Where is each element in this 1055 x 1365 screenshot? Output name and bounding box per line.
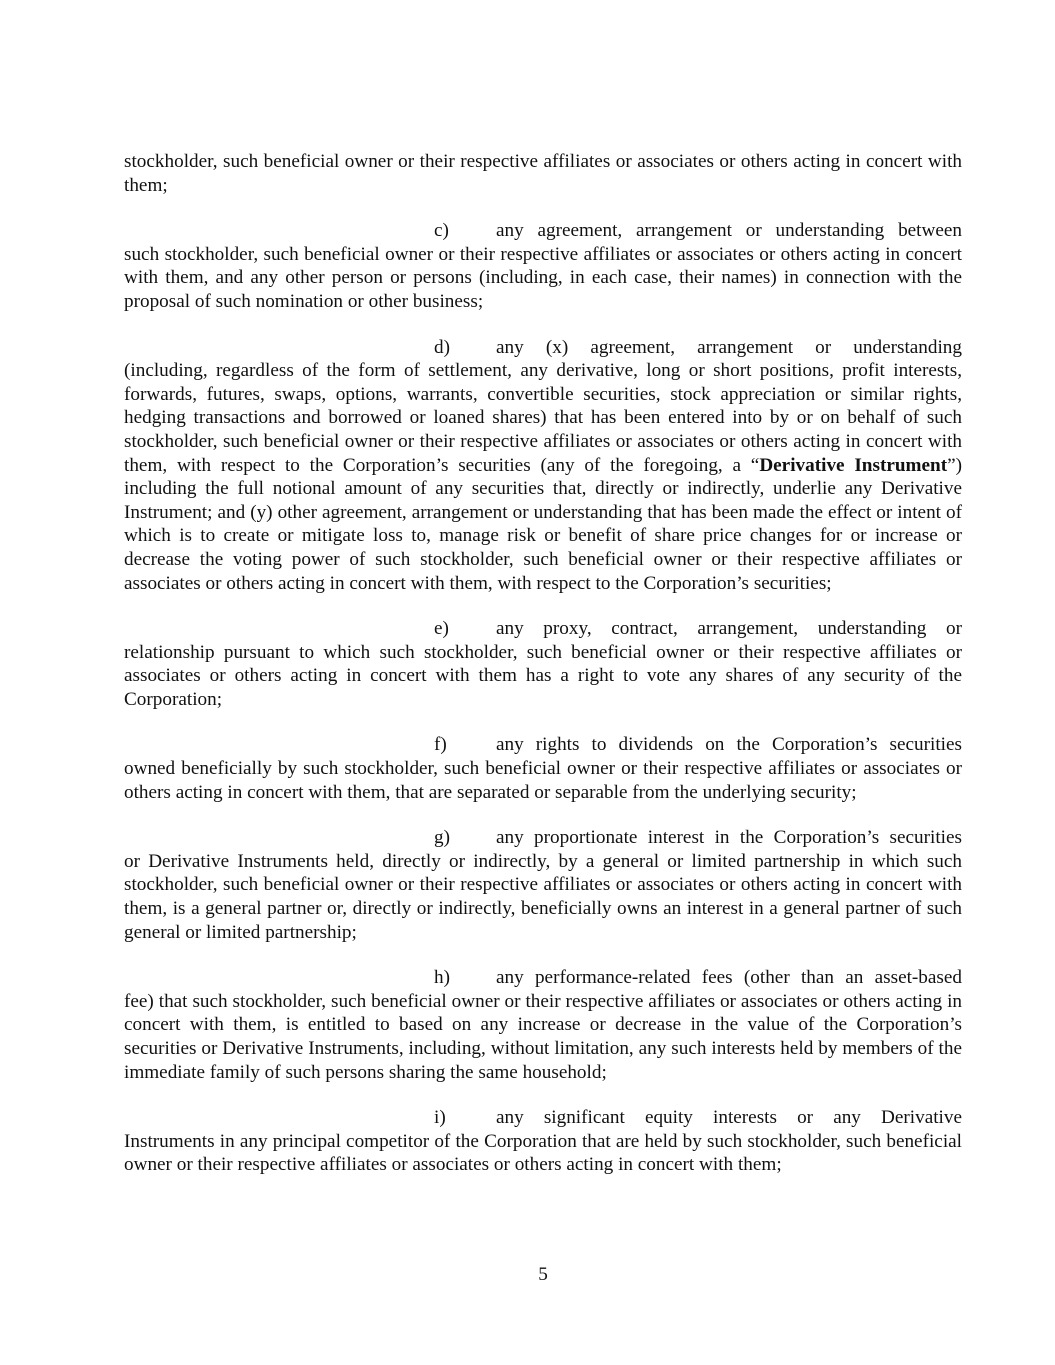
clause-f-marker: f) <box>434 734 447 756</box>
clause-i-marker: i) <box>434 1107 446 1129</box>
clause-g-lead: any proportionate interest in the Corporation’s securities <box>496 827 962 849</box>
clause-d-lead: any (x) agreement, arrangement or understanding <box>496 336 962 358</box>
page-number: 5 <box>538 1264 548 1285</box>
clause-d <box>124 336 962 596</box>
clause-e <box>124 617 962 711</box>
clause-e-lead: any proxy, contract, arrangement, understanding or <box>496 618 962 640</box>
clause-h <box>124 966 962 1084</box>
defined-term-derivative-instrument: Derivative Instrument <box>759 454 948 476</box>
clause-h-text: fee) that such stockholder, such beneficial owner or their respective affiliates or associates or others acting in concert with them, is entitled to based on any increase or decrease in the value of the Corporation’s securities or Derivative Instruments, including, without limitation, any such interests held by members of the immediate family of such persons sharing the same household; <box>124 990 962 1083</box>
clause-g-first-line <box>124 826 962 850</box>
clause-d-text-part2: ”) including the full notional amount of any securities that, directly or indirectly, underlie any Derivative Instrument; and (y) other agreement, arrangement or understanding that has been made the effect or intent of which is to create or mitigate loss to, manage risk or benefit of share price changes for or increase or decrease the voting power of such stockholder, such beneficial owner or their respective affiliates or associates or others acting in concert with them, with respect to the Corporation’s securities; <box>124 454 962 594</box>
clause-g-marker: g) <box>434 827 450 849</box>
clause-i-first-line <box>124 1106 962 1130</box>
clause-c-first-line <box>124 219 962 243</box>
clause-f <box>124 733 962 804</box>
clause-i-lead: any significant equity interests or any Derivative <box>496 1107 962 1129</box>
clause-c-text: such stockholder, such beneficial owner or their respective affiliates or associates or others acting in concert with them, and any other person or persons (including, in each case, their names) in connection with the proposal of such nomination or other business; <box>124 243 962 312</box>
clause-d-text-part1: (including, regardless of the form of settlement, any derivative, long or short positions, profit interests, forwards, futures, swaps, options, warrants, convertible securities, stock appreciation or similar rights, hedging transactions and borrowed or loaned shares) that has been entered into by or on behalf of such stockholder, such beneficial owner or their respective affiliates or associates or others acting in concert with them, with respect to the Corporation’s securities (any of the foregoing, a “ <box>124 360 962 476</box>
clause-i-text: Instruments in any principal competitor of the Corporation that are held by such stockholder, such beneficial owner or their respective affiliates or associates or others acting in concert with them; <box>124 1130 962 1176</box>
clause-e-text: relationship pursuant to which such stockholder, such beneficial owner or their respective affiliates or associates or others acting in concert with them has a right to vote any shares of any security of the Corporation; <box>124 641 962 710</box>
clause-g <box>124 826 962 944</box>
clause-d-marker: d) <box>434 336 450 358</box>
intro-paragraph <box>124 150 962 197</box>
clause-e-marker: e) <box>434 618 449 640</box>
clause-i <box>124 1106 962 1177</box>
clause-f-lead: any rights to dividends on the Corporation’s securities <box>496 734 962 756</box>
clause-e-first-line <box>124 617 962 641</box>
clause-h-lead: any performance-related fees (other than an asset-based <box>496 967 962 989</box>
clause-h-first-line <box>124 966 962 990</box>
clause-g-text: or Derivative Instruments held, directly or indirectly, by a general or limited partnership in which such stockholder, such beneficial owner or their respective affiliates or associates or others acting in concert with them, is a general partner or, directly or indirectly, beneficially owns an interest in a general partner of such general or limited partnership; <box>124 850 962 943</box>
clause-h-marker: h) <box>434 967 450 989</box>
intro-text: stockholder, such beneficial owner or their respective affiliates or associates or others acting in concert with them; <box>124 151 962 196</box>
clause-d-body <box>124 359 962 595</box>
clause-f-text: owned beneficially by such stockholder, such beneficial owner or their respective affiliates or associates or others acting in concert with them, that are separated or separable from the underlying security; <box>124 758 962 803</box>
clause-f-first-line <box>124 733 962 757</box>
clause-c-marker: c) <box>434 220 449 242</box>
clause-d-first-line <box>124 336 962 360</box>
document-page <box>124 150 962 1199</box>
clause-c-lead: any agreement, arrangement or understanding between <box>496 220 962 242</box>
clause-c <box>124 219 962 313</box>
